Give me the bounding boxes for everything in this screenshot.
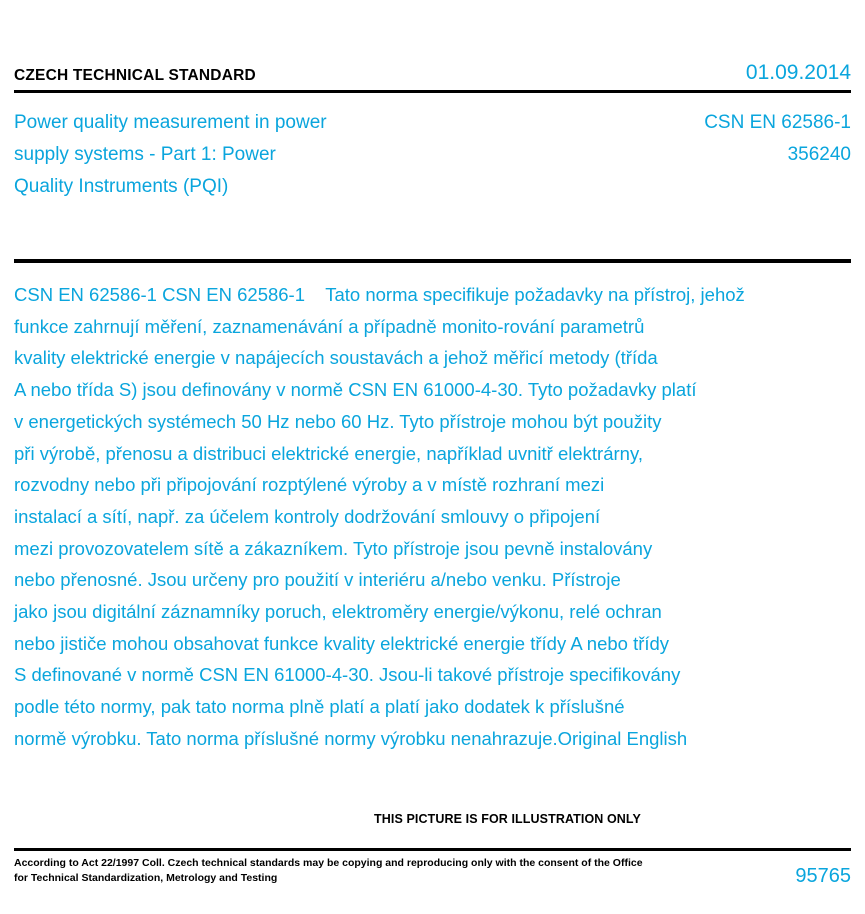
copyright-notice-line-2: for Technical Standardization, Metrology and Testing [14,872,278,884]
catalog-number: 356240 [787,144,851,165]
abstract-divider [14,259,851,263]
abstract-line: jako jsou digitální záznamníky poruch, elektroměry energie/výkonu, relé ochran [14,601,662,623]
page-number: 95765 [795,865,851,887]
abstract-line: CSN EN 62586-1 CSN EN 62586-1 Tato norma specifikuje požadavky na přístroj, jehož [14,284,745,305]
abstract-line: nebo přenosné. Jsou určeny pro použití v interiéru a/nebo venku. Přístroje [14,569,621,591]
abstract-line: při výrobě, přenosu a distribuci elektrické energie, například uvnitř elektrárny, [14,442,643,464]
standard-title [14,107,327,203]
abstract-text [14,279,851,755]
standard-title-line-3: Quality Instruments (PQI) [14,176,229,197]
abstract-line: kvality elektrické energie v napájecích soustavách a jehož měřicí metody (třída [14,347,658,369]
abstract-line: funkce zahrnují měření, zaznamenávání a případně monito-rování parametrů [14,315,645,337]
standard-identifiers [704,107,851,171]
illustration-disclaimer: THIS PICTURE IS FOR ILLUSTRATION ONLY [374,812,641,826]
footer-divider [14,848,851,851]
title-block [14,107,851,203]
standard-title-line-1: Power quality measurement in power [14,112,327,133]
abstract-line: rozvodny nebo při připojování rozptýlené výroby a v místě rozhraní mezi [14,474,605,496]
abstract-line: mezi provozovatelem sítě a zákazníkem. Tyto přístroje jsou pevně instalovány [14,537,653,559]
standard-title-line-2: supply systems - Part 1: Power [14,144,276,165]
standard-type-label: CZECH TECHNICAL STANDARD [14,66,256,84]
abstract-line: v energetických systémech 50 Hz nebo 60 Hz. Tyto přístroje mohou být použity [14,410,662,432]
copyright-notice-line-1: According to Act 22/1997 Coll. Czech technical standards may be copying and reproducing only with the consent of the Office [14,857,643,869]
standard-designation: CSN EN 62586-1 [704,112,851,133]
abstract-line: S definované v normě CSN EN 61000-4-30. Jsou-li takové přístroje specifikovány [14,664,681,686]
document-header [14,0,851,83]
document-footer [14,848,851,886]
abstract-line: A nebo třída S) jsou definovány v normě CSN EN 61000-4-30. Tyto požadavky platí [14,379,697,401]
header-divider [14,90,851,93]
abstract-line: podle této normy, pak tato norma plně platí a platí jako dodatek k příslušné [14,696,625,718]
publication-date: 01.09.2014 [745,61,851,84]
copyright-notice [14,856,643,886]
abstract-line: normě výrobku. Tato norma příslušné normy výrobku nenahrazuje.Original English [14,727,688,749]
abstract-line: nebo jističe mohou obsahovat funkce kvality elektrické energie třídy A nebo třídy [14,632,670,654]
abstract-line: instalací a sítí, např. za účelem kontroly dodržování smlouvy o připojení [14,505,601,527]
